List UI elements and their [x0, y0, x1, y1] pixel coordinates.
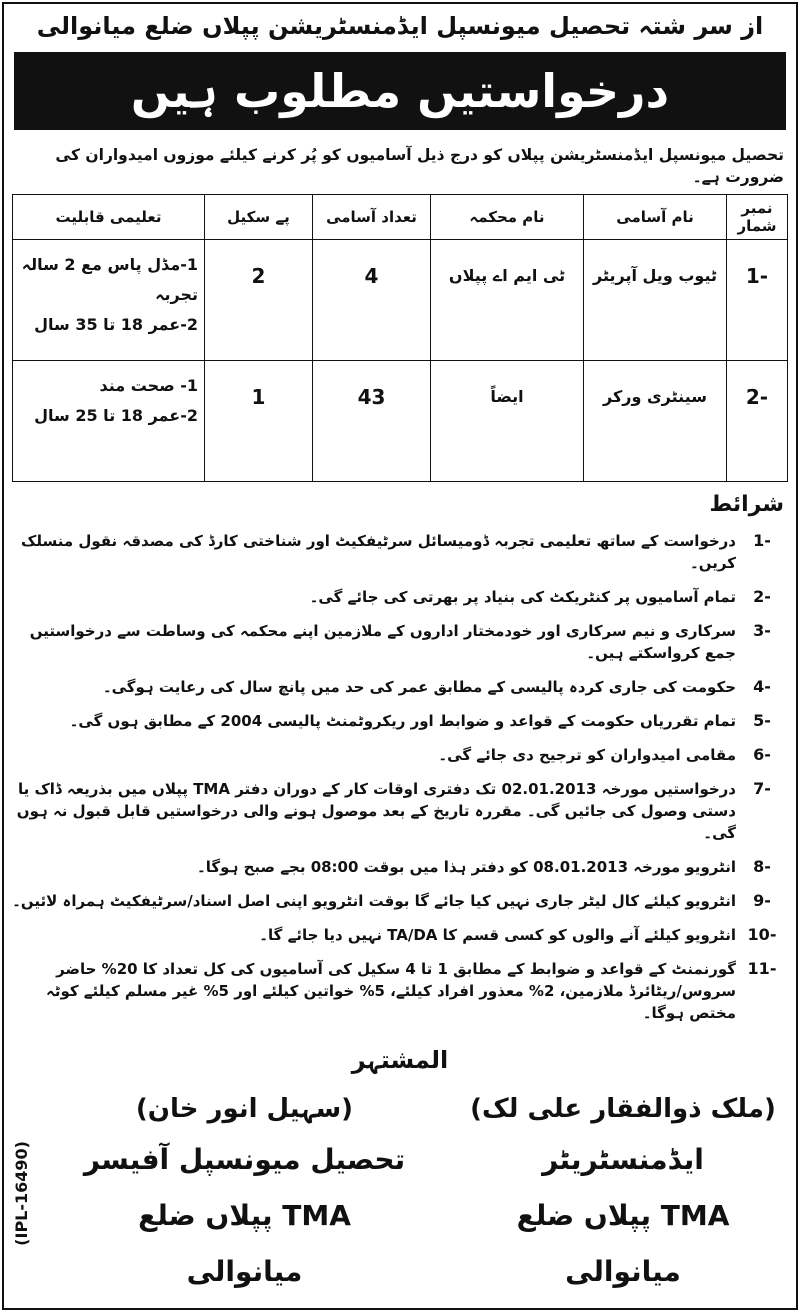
- condition-item: [12, 738, 788, 772]
- pay-scale: 1: [205, 361, 313, 482]
- condition-number: 11-: [747, 959, 777, 978]
- qualification-line: 1-مڈل پاس مع 2 سالہ تجربہ: [21, 255, 198, 304]
- condition-text: درخواستیں مورخہ 02.01.2013 تک دفتری اوقات کار کے دوران دفتر TMA پپلاں میں بذریعہ ڈاک یا دستی وصول کی جائیں گی۔ مقررہ تاریخ کے بعد موصول ہونے والی درخواستیں قابل قبول نہ ہوں گی۔: [16, 780, 736, 842]
- post-count: 43: [313, 361, 431, 482]
- advertiser-label: المشتہر: [351, 1046, 449, 1074]
- condition-text: گورنمنٹ کے قواعد و ضوابط کے مطابق 1 تا 4 سکیل کی آسامیوں کی کل تعداد کا 20% حاضر سروس/ریٹائرڈ ملازمین، 2% معذور افراد کیلئے، 5% خواتین کیلئے اور 5% غیر مسلم کیلئے کوٹہ مختص ہوگا۔: [46, 960, 736, 1022]
- ad-border: [2, 2, 798, 1310]
- title-banner: درخواستیں مطلوب ہیں: [14, 52, 786, 130]
- condition-text: انٹرویو کیلئے کال لیٹر جاری نہیں کیا جائے گا بوقت انٹرویو اپنی اصل اسناد/سرٹیفکیٹ ہمراہ لائیں۔: [12, 892, 736, 910]
- condition-item: [12, 524, 788, 580]
- intro-text: تحصیل میونسپل ایڈمنسٹریشن پپلاں کو درج ذیل آسامیوں کو پُر کرنے کیلئے موزوں امیدواران کی ضرورت ہے۔: [55, 146, 784, 186]
- condition-text: درخواست کے ساتھ تعلیمی تجربہ ڈومیسائل سرٹیفکیٹ اور شناختی کارڈ کی مصدقہ نقول منسلک کریں۔: [20, 532, 736, 572]
- department: ٹی ایم اے پپلاں: [431, 240, 584, 361]
- condition-number: 5-: [753, 711, 771, 730]
- condition-number: 2-: [753, 587, 771, 606]
- conditions-list: [12, 524, 788, 1030]
- condition-text: سرکاری و نیم سرکاری اور خودمختار اداروں کے ملازمین اپنے محکمہ کی وساطت سے درخواستیں جمع کرواسکتے ہیں۔: [29, 622, 736, 662]
- ad-reference-code: (IPL-16490): [12, 1140, 31, 1246]
- qualification: [13, 240, 205, 361]
- qualification-line: 2-عمر 18 تا 35 سال: [34, 315, 198, 334]
- col-post: نام آسامی: [584, 195, 727, 240]
- condition-number: 8-: [753, 857, 771, 876]
- condition-number: 9-: [753, 891, 771, 910]
- col-count: تعداد آسامی: [313, 195, 431, 240]
- condition-number: 7-: [753, 779, 771, 798]
- condition-text: تمام تقرریاں حکومت کے قواعد و ضوابط اور ریکروٹمنٹ پالیسی 2004 کے مطابق ہوں گی۔: [69, 712, 736, 730]
- condition-number: 1-: [753, 531, 771, 550]
- signatures: [12, 1086, 788, 1300]
- condition-item: [12, 614, 788, 670]
- condition-item: [12, 580, 788, 614]
- condition-item: [12, 772, 788, 850]
- signatory-designation: تحصیل میونسپل آفیسر: [83, 1143, 406, 1176]
- condition-text: مقامی امیدواران کو ترجیح دی جائے گی۔: [438, 746, 736, 764]
- condition-item: [12, 850, 788, 884]
- issuer-line: از سر شتہ تحصیل میونسپل ایڈمنسٹریشن پپلاں ضلع میانوالی: [36, 12, 764, 40]
- post-count: 4: [313, 240, 431, 361]
- condition-item: [12, 704, 788, 738]
- col-serial: نمبر شمار: [727, 195, 788, 240]
- condition-number: 6-: [753, 745, 771, 764]
- signatory-office: TMA پپلاں ضلع میانوالی: [138, 1199, 351, 1288]
- signatory-designation: ایڈمنسٹریٹر: [542, 1143, 704, 1176]
- signature-administrator: [458, 1086, 788, 1300]
- condition-number: 4-: [753, 677, 771, 696]
- col-qualification: تعلیمی قابلیت: [13, 195, 205, 240]
- serial: 2-: [727, 361, 788, 482]
- condition-text: انٹرویو کیلئے آنے والوں کو کسی قسم کا TA/DA نہیں دیا جائے گا۔: [259, 926, 736, 944]
- qualification-line: 1- صحت مند: [99, 376, 198, 395]
- signatory-name: (سہیل انور خان): [135, 1094, 354, 1124]
- table-row: [13, 240, 788, 361]
- condition-item: [12, 884, 788, 918]
- col-scale: پے سکیل: [205, 195, 313, 240]
- condition-item: [12, 670, 788, 704]
- qualification: [13, 361, 205, 482]
- pay-scale: 2: [205, 240, 313, 361]
- signatory-name: (ملک ذوالفقار علی لک): [470, 1094, 776, 1124]
- post-name: سینٹری ورکر: [584, 361, 727, 482]
- condition-text: حکومت کی جاری کردہ پالیسی کے مطابق عمر کی حد میں پانچ سال کی رعایت ہوگی۔: [102, 678, 736, 696]
- condition-text: تمام آسامیوں پر کنٹریکٹ کی بنیاد پر بھرتی کی جائے گی۔: [309, 588, 736, 606]
- department: ایضاً: [431, 361, 584, 482]
- conditions-heading: شرائط: [709, 492, 784, 517]
- table-header-row: [13, 195, 788, 240]
- condition-text: انٹرویو مورخہ 08.01.2013 کو دفتر ہذا میں بوقت 08:00 بجے صبح ہوگا۔: [197, 858, 736, 876]
- serial: 1-: [727, 240, 788, 361]
- condition-item: [12, 918, 788, 952]
- qualification-line: 2-عمر 18 تا 25 سال: [34, 406, 198, 425]
- condition-item: [12, 952, 788, 1030]
- signature-tmo: [80, 1086, 410, 1300]
- table-row: [13, 361, 788, 482]
- vacancies-table: [12, 194, 788, 482]
- condition-number: 3-: [753, 621, 771, 640]
- post-name: ٹیوب ویل آپریٹر: [584, 240, 727, 361]
- col-department: نام محکمہ: [431, 195, 584, 240]
- condition-number: 10-: [747, 925, 777, 944]
- signatory-office: TMA پپلاں ضلع میانوالی: [516, 1199, 730, 1288]
